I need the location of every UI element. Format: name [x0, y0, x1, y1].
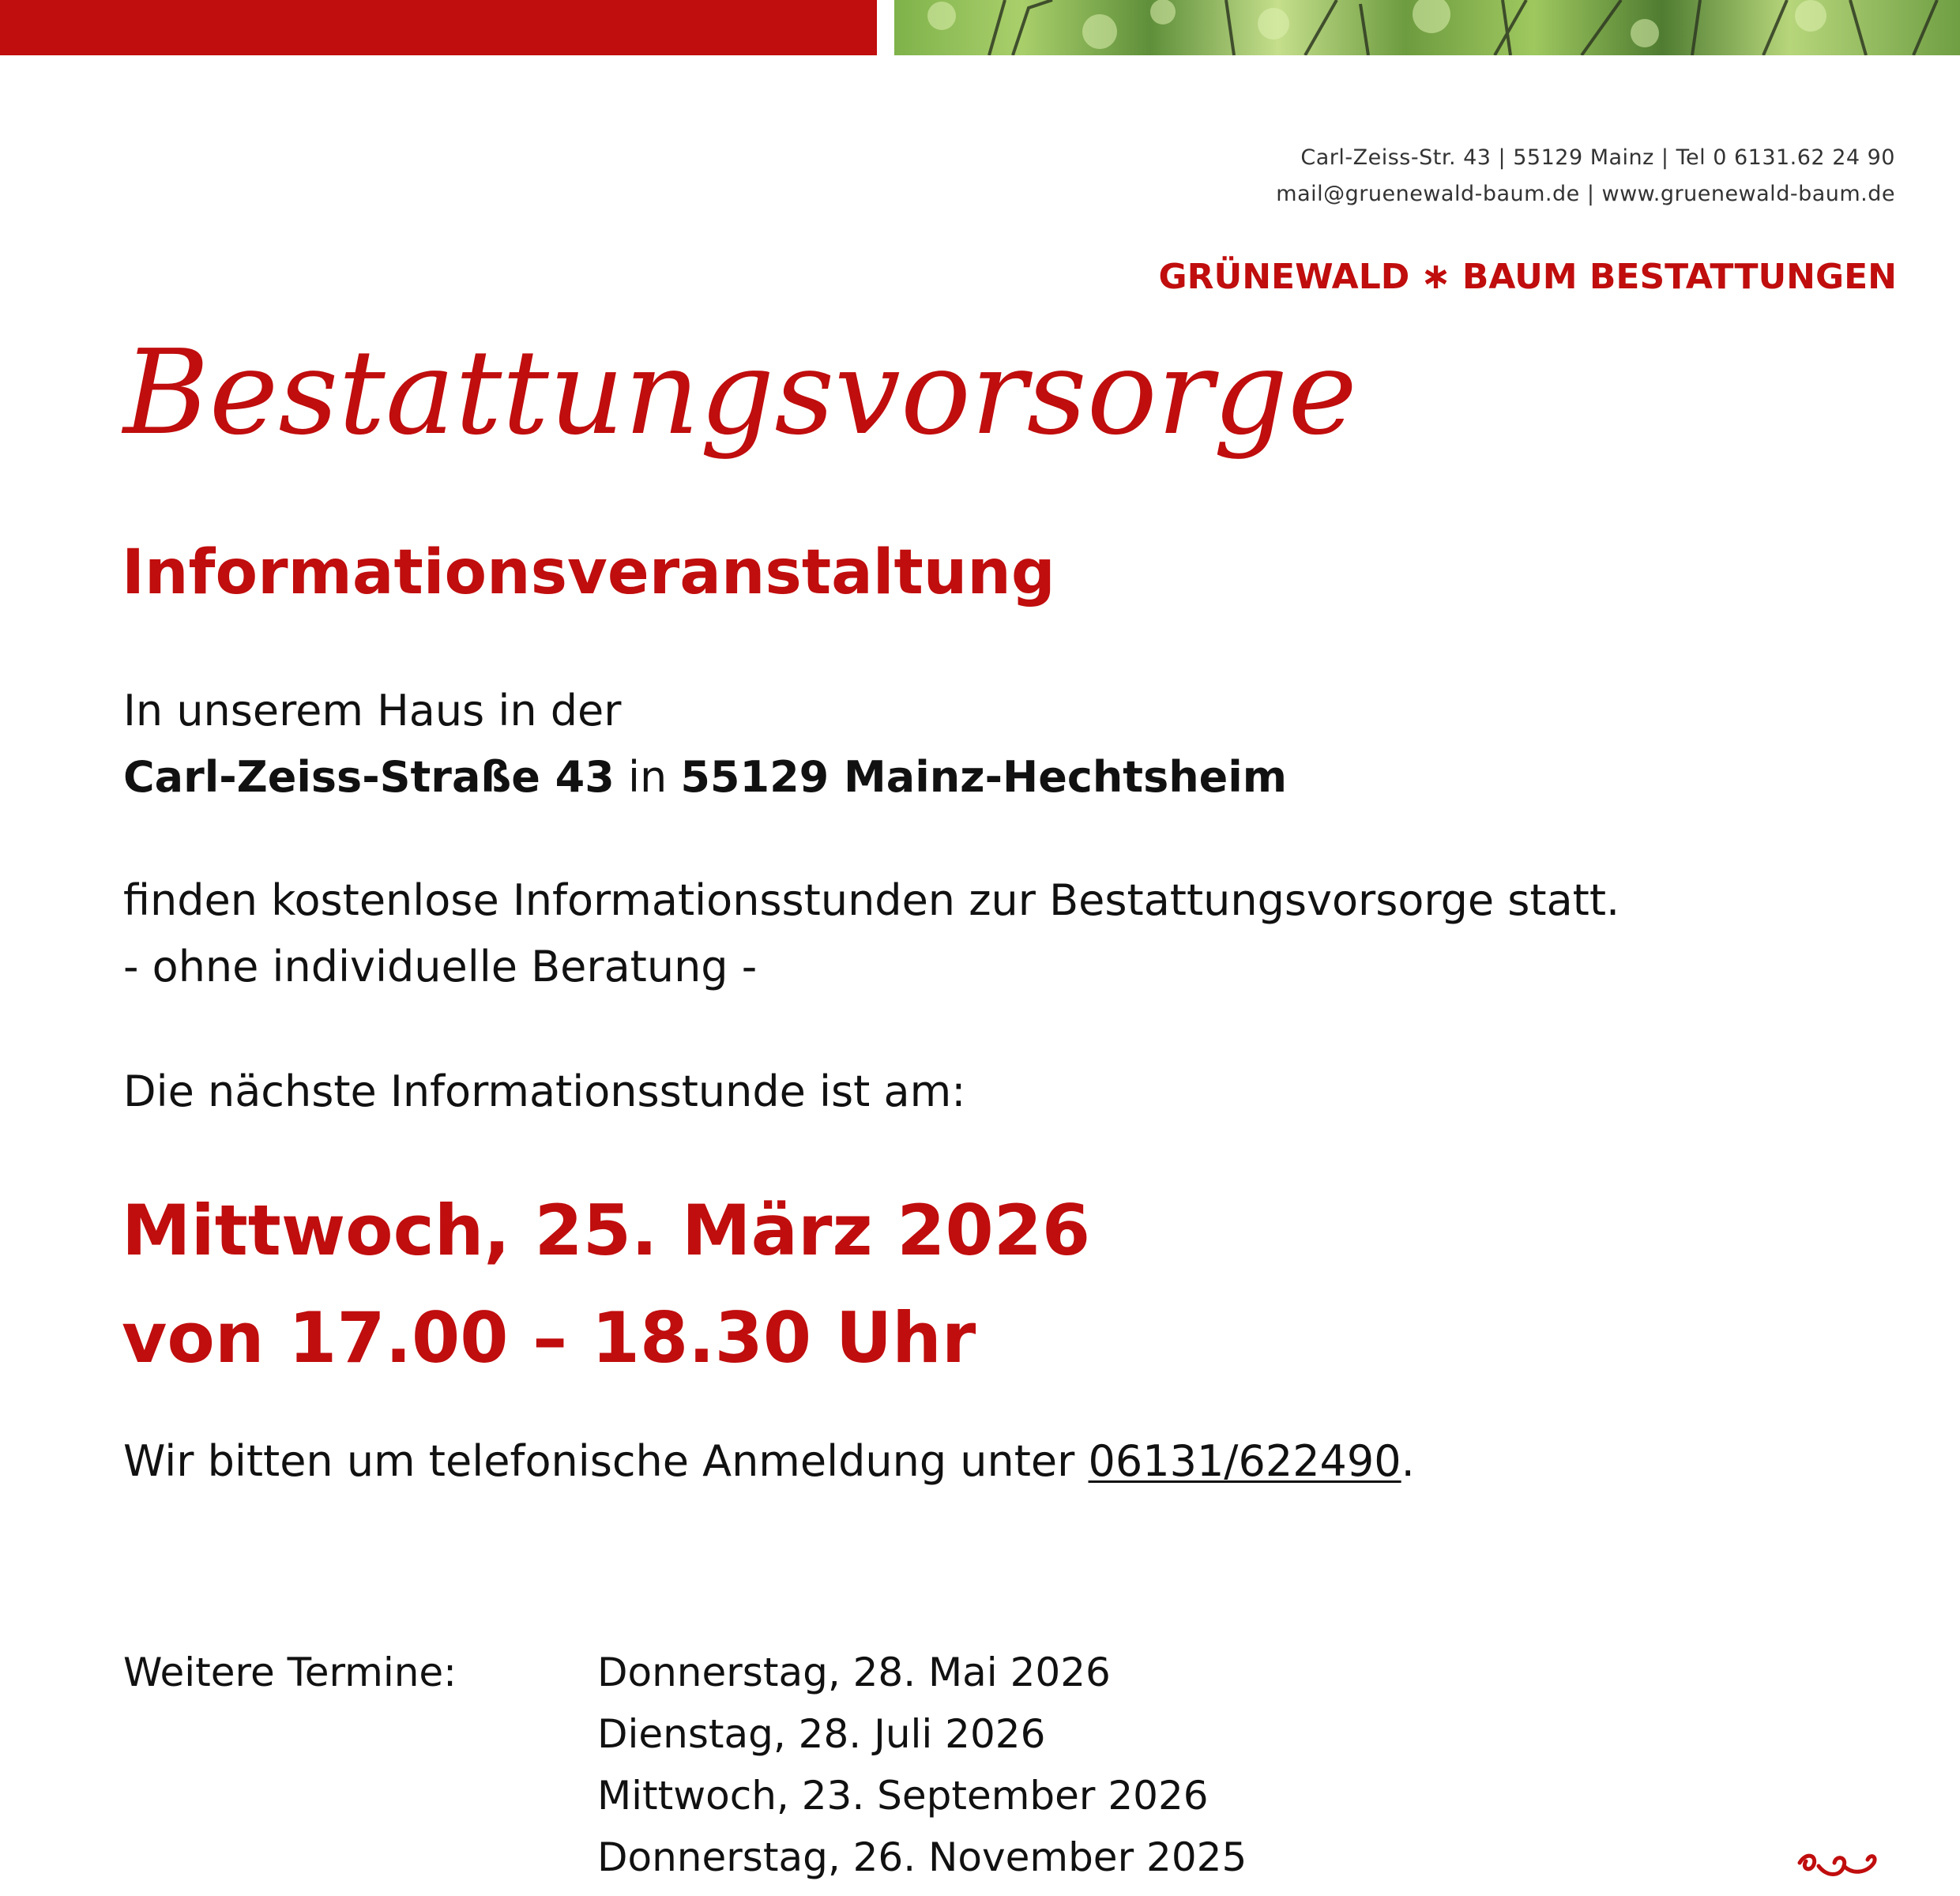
description-line: finden kostenlose Informationsstunden zur Bestattungsvorsorge statt. [123, 875, 1620, 925]
brand-name-right: BAUM BESTATTUNGEN [1462, 257, 1897, 297]
list-item: Dienstag, 28. Juli 2026 [597, 1711, 1046, 1757]
page-title: Bestattungsvorsorge [123, 325, 1357, 461]
page-subtitle: Informationsveranstaltung [122, 537, 1055, 608]
street-address: Carl-Zeiss-Straße 43 [123, 752, 615, 802]
registration-suffix: . [1401, 1436, 1415, 1486]
next-session-label: Die nächste Informationsstunde ist am: [123, 1066, 966, 1116]
registration-line [123, 1436, 1415, 1486]
contact-email-web: mail@gruenewald-baum.de | www.gruenewald-baum.de [1276, 182, 1895, 206]
phone-link[interactable]: 06131/622490 [1088, 1436, 1401, 1486]
registration-text: Wir bitten um telefonische Anmeldung unter [123, 1436, 1089, 1486]
more-dates-list [597, 1650, 1247, 1896]
ornament-icon [1795, 1849, 1882, 1880]
next-session-time: von 17.00 – 18.30 Uhr [122, 1297, 976, 1379]
next-session-date: Mittwoch, 25. März 2026 [122, 1190, 1091, 1271]
address-connector: in [614, 752, 681, 802]
contact-address-phone: Carl-Zeiss-Str. 43 | 55129 Mainz | Tel 0 6131.62 24 90 [1300, 145, 1895, 170]
intro-line: In unserem Haus in der [123, 686, 622, 735]
top-red-bar [0, 0, 877, 55]
list-item: Donnerstag, 28. Mai 2026 [597, 1650, 1111, 1695]
list-item: Donnerstag, 26. November 2025 [597, 1834, 1247, 1880]
no-consultation-note: - ohne individuelle Beratung - [123, 942, 758, 991]
star-icon: ∗ [1420, 254, 1451, 297]
tree-branches-image [894, 0, 1960, 55]
company-brand [1159, 254, 1898, 297]
address-line [123, 752, 1287, 802]
brand-name-left: GRÜNEWALD [1158, 257, 1410, 297]
city-address: 55129 Mainz-Hechtsheim [680, 752, 1288, 802]
tree-photo-strip [894, 0, 1960, 55]
list-item: Mittwoch, 23. September 2026 [597, 1773, 1209, 1819]
more-dates-label: Weitere Termine: [123, 1650, 457, 1695]
